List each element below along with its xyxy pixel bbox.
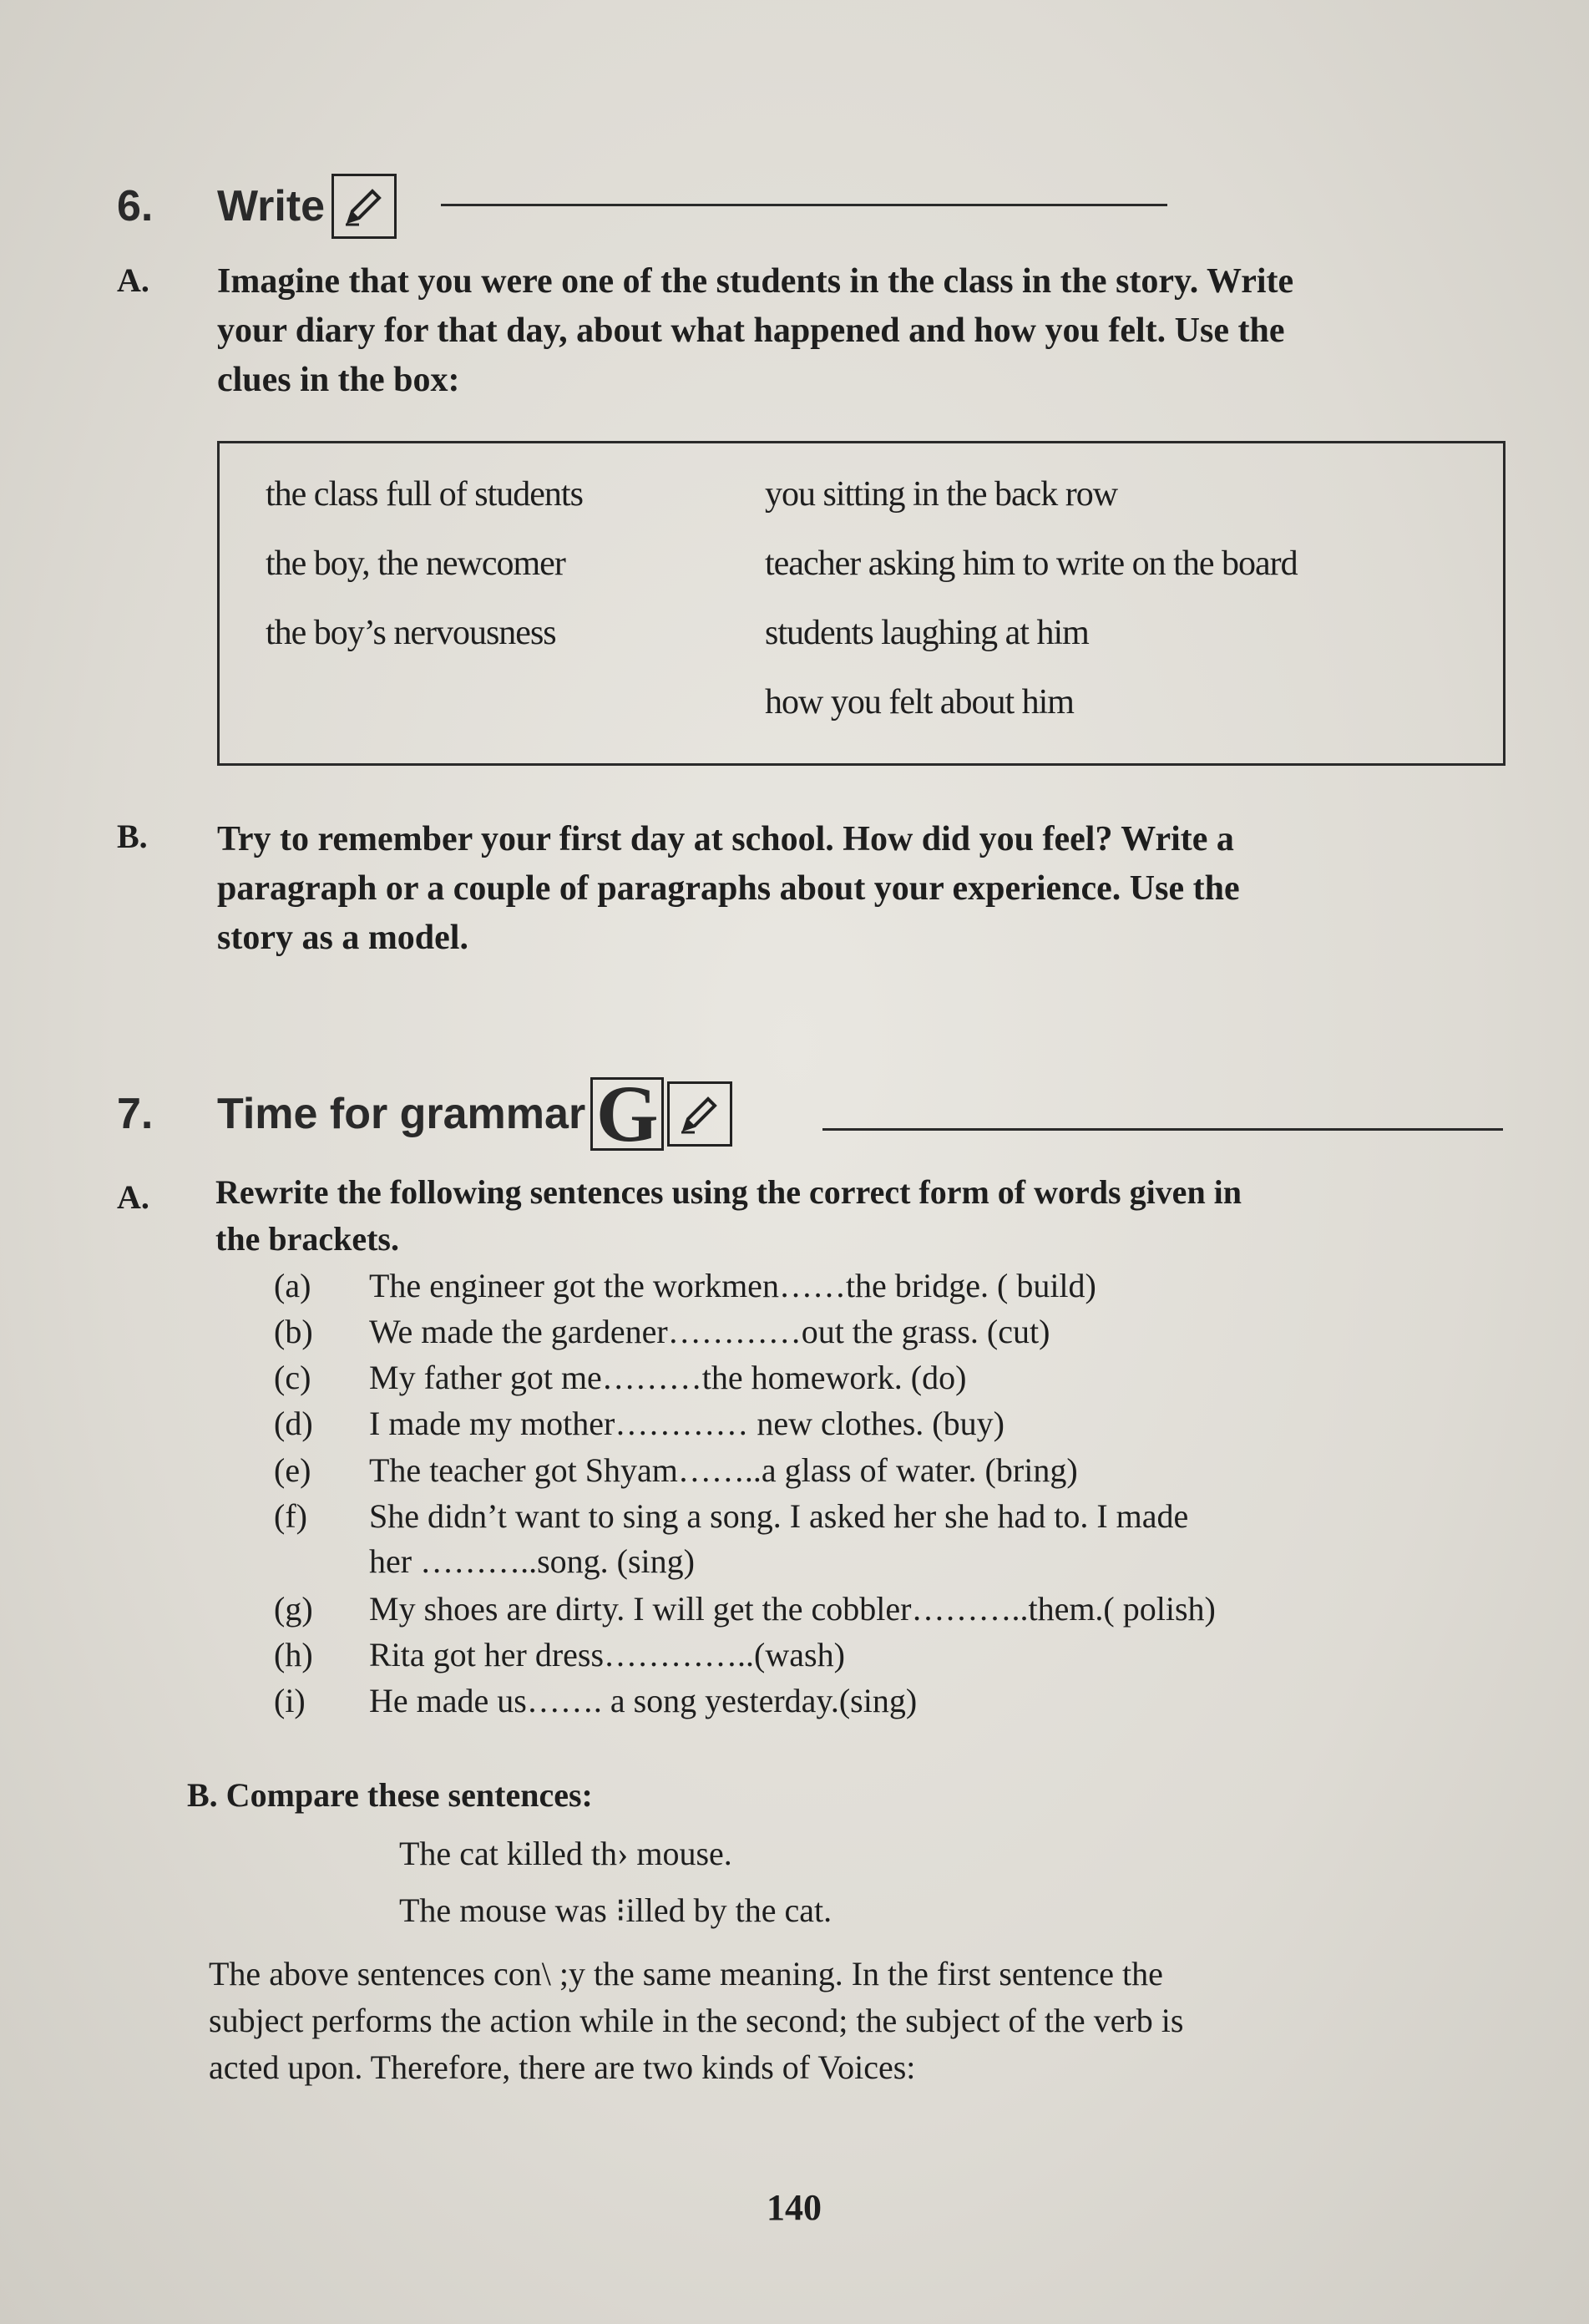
section-number: 6. xyxy=(117,182,154,230)
item-label: (c) xyxy=(274,1359,311,1396)
clue-item: the boy’s nervousness xyxy=(266,614,556,652)
part-a-label: A. xyxy=(117,261,149,299)
clue-item: the boy, the newcomer xyxy=(266,544,565,583)
part-b-label: B. xyxy=(117,818,148,855)
item-text: My father got me………the homework. (do) xyxy=(369,1359,967,1396)
section-title: Time for grammar xyxy=(217,1090,586,1138)
item-label: (e) xyxy=(274,1451,311,1489)
item-label: (a) xyxy=(274,1267,311,1304)
item-label: (f) xyxy=(274,1497,307,1535)
section-6-rule xyxy=(441,204,1167,206)
item-text: The teacher got Shyam……..a glass of water. (bring) xyxy=(369,1451,1078,1489)
item-label: (h) xyxy=(274,1636,313,1673)
paragraph-line: The above sentences con\ ;y the same meaning. In the first sentence the xyxy=(209,1955,1163,1992)
section-number: 7. xyxy=(117,1090,154,1138)
paragraph-line: acted upon. Therefore, there are two kinds of Voices: xyxy=(209,2048,916,2086)
voice-explanation-paragraph xyxy=(209,1951,1183,2091)
instruction-line: story as a model. xyxy=(217,919,468,957)
part-a-instructions xyxy=(215,1169,1518,1263)
item-text: She didn’t want to sing a song. I asked her she had to. I made xyxy=(369,1497,1189,1535)
paragraph-line: subject performs the action while in the second; the subject of the verb is xyxy=(209,2002,1184,2039)
grammar-g-icon: G xyxy=(590,1077,664,1151)
pencil-icon xyxy=(667,1081,732,1147)
clue-item: how you felt about him xyxy=(765,683,1074,722)
clue-item: the class full of students xyxy=(266,475,583,514)
example-sentence: The mouse was ⁝illed by the cat. xyxy=(399,1891,832,1929)
instruction-line: Try to remember your first day at school. How did you feel? Write a xyxy=(217,820,1234,858)
section-6-heading xyxy=(117,174,397,239)
part-a-label: A. xyxy=(117,1178,149,1216)
part-b-instructions xyxy=(217,815,1520,963)
part-b-heading: B. Compare these sentences: xyxy=(187,1776,593,1814)
item-text: We made the gardener…………out the grass. (cut) xyxy=(369,1313,1050,1350)
item-text: My shoes are dirty. I will get the cobbler………..them.( polish) xyxy=(369,1590,1216,1628)
clue-item: you sitting in the back row xyxy=(765,475,1118,514)
instruction-line: your diary for that day, about what happened and how you felt. Use the xyxy=(217,311,1285,350)
page-number: 140 xyxy=(767,2187,822,2228)
instruction-line: the brackets. xyxy=(215,1220,399,1258)
item-text: The engineer got the workmen……the bridge. ( build) xyxy=(369,1267,1096,1304)
pencil-icon xyxy=(331,174,397,239)
instruction-line: clues in the box: xyxy=(217,361,460,399)
item-label: (d) xyxy=(274,1405,313,1442)
item-label: (b) xyxy=(274,1313,313,1350)
section-7-heading xyxy=(117,1069,732,1158)
item-text: her ………..song. (sing) xyxy=(369,1542,695,1580)
section-title: Write xyxy=(217,182,326,230)
instruction-line: paragraph or a couple of paragraphs about your experience. Use the xyxy=(217,869,1240,908)
item-label: (g) xyxy=(274,1590,313,1628)
part-a-instructions xyxy=(217,257,1520,405)
item-text: He made us……. a song yesterday.(sing) xyxy=(369,1682,918,1719)
instruction-line: Imagine that you were one of the students in the class in the story. Write xyxy=(217,262,1294,301)
item-text: I made my mother………… new clothes. (buy) xyxy=(369,1405,1005,1442)
clue-item: teacher asking him to write on the board xyxy=(765,544,1298,583)
example-sentence: The cat killed th› mouse. xyxy=(399,1835,732,1872)
item-label: (i) xyxy=(274,1682,306,1719)
instruction-line: Rewrite the following sentences using the correct form of words given in xyxy=(215,1173,1242,1211)
item-text: Rita got her dress…………..(wash) xyxy=(369,1636,845,1673)
clue-item: students laughing at him xyxy=(765,614,1089,652)
section-7-rule xyxy=(822,1128,1503,1131)
